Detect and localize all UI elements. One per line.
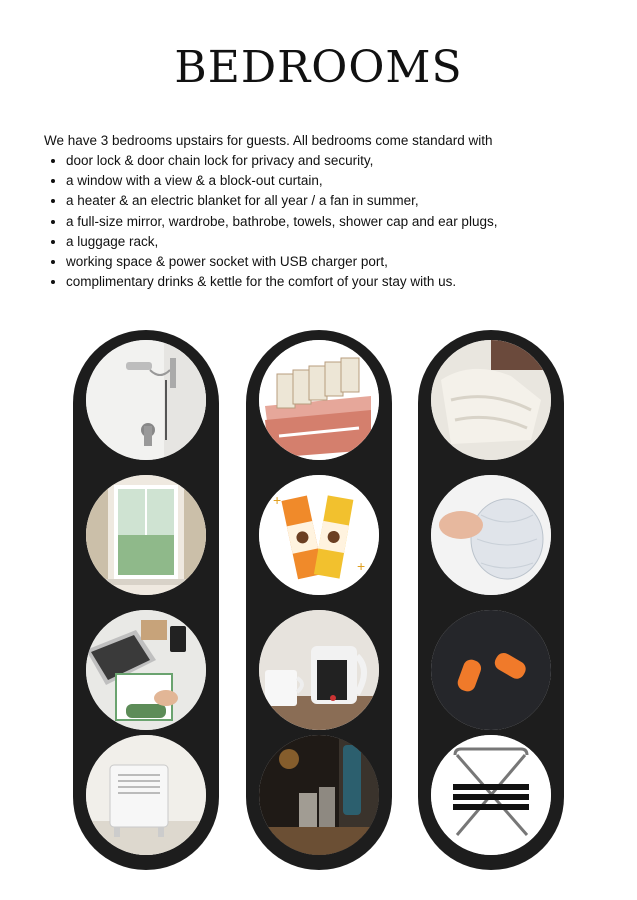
list-item: • a heater & an electric blanket for all year / a fan in summer, [66, 191, 497, 211]
desk-workspace-photo [86, 610, 206, 730]
svg-text:+: + [357, 558, 366, 574]
svg-text:+: + [273, 492, 282, 508]
list-item: • door lock & door chain lock for privacy and security, [66, 151, 497, 171]
intro-text: We have 3 bedrooms upstairs for guests. All bedrooms come standard with [44, 133, 493, 148]
photo-column-2 [246, 330, 392, 870]
drink-sachets-photo [259, 475, 379, 595]
towels-bathrobe-photo [431, 340, 551, 460]
list-item: • working space & power socket with USB charger port, [66, 252, 497, 272]
glasses-drinks-photo [259, 735, 379, 855]
window-photo [86, 475, 206, 595]
door-chain-lock-photo [86, 340, 206, 460]
ear-plugs-photo [431, 610, 551, 730]
kettle-mug-photo [259, 610, 379, 730]
list-item: • a window with a view & a block-out curtain, [66, 171, 497, 191]
page-title: BEDROOMS [174, 42, 463, 93]
shower-cap-photo [431, 475, 551, 595]
tea-bags-photo [259, 340, 379, 460]
heater-photo [86, 735, 206, 855]
photo-column-1 [73, 330, 219, 870]
photo-column-3 [418, 330, 564, 870]
list-item: • a luggage rack, [66, 232, 497, 252]
list-item: • complimentary drinks & kettle for the comfort of your stay with us. [66, 272, 497, 292]
amenities-list [48, 151, 497, 292]
list-item: • a full-size mirror, wardrobe, bathrobe, towels, shower cap and ear plugs, [66, 212, 497, 232]
luggage-rack-photo [431, 735, 551, 855]
